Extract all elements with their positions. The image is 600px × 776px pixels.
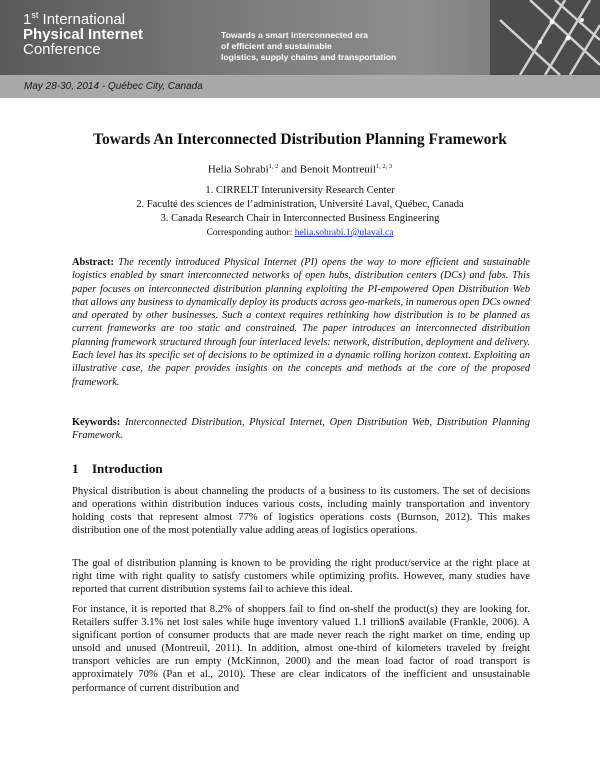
affiliation-1: 1. CIRRELT Interuniversity Research Center — [205, 185, 395, 196]
author-affil-sup: 1, 2 — [268, 163, 279, 170]
keywords-label: Keywords: — [72, 417, 121, 428]
section-heading — [72, 461, 163, 477]
paper-title: Towards An Interconnected Distribution Planning Framework — [93, 131, 507, 148]
body-paragraph: The goal of distribution planning is known to be providing the right product/service at the right place at right time with right quality to satisfy customers while optimizing profits. However, many studies have reported that current distribution systems fail to achieve this ideal. — [72, 558, 530, 596]
network-pattern-icon — [490, 0, 600, 75]
conf-line3: Conference — [23, 41, 101, 58]
body-paragraph: Physical distribution is about channeling the products of a business to its customers. The set of decisions and operations within distribution induces various costs, including mainly transportation and inventory holding costs that represent almost 77% of logistics operations costs (Burnson, 2012). This makes distribution one of the most potentially value adding areas of logistics operations. — [72, 486, 530, 537]
conference-name — [23, 12, 143, 57]
conf-sup: st — [31, 10, 39, 20]
author-line — [0, 163, 600, 176]
tagline-line: logistics, supply chains and transportation — [221, 52, 397, 62]
abstract — [72, 256, 530, 389]
author-affil-sup: 1, 2, 3 — [375, 163, 393, 170]
keywords — [72, 416, 530, 443]
conference-date: May 28-30, 2014 - Québec City, Canada — [24, 81, 203, 92]
tagline-line: of efficient and sustainable — [221, 41, 332, 51]
conference-tagline — [221, 30, 396, 63]
author-name: Benoit Montreuil — [299, 163, 376, 176]
corr-label: Corresponding author: — [206, 228, 295, 238]
conf-line1-num: 1 — [23, 11, 32, 28]
corresponding-author — [0, 228, 600, 238]
abstract-text: The recently introduced Physical Internet (PI) opens the way to more efficient and sustainable logistics enabled by smart interconnected networks of open hubs, distribution centers (DCs) and fabs. This paper focuses on interconnected distribution planning exploiting the PI-empowered Open Distribution Web that allows any business to dynamically deploy its products across geo-markets, in numerous open DCs owned and operated by other businesses. Such a context requires rethinking how distribution is to be planned as current frameworks are too static and constrained. The paper introduces an interconnected distribution planning framework structured through four interlaced levels: network, distribution, deployment and delivery. Each level has its specific set of decisions to be optimized in a dynamic rolling horizon context. Exploiting an illustrative case, the paper provides insights on the concepts and methods at the core of the proposed framework. — [72, 257, 530, 388]
affiliation-2: 2. Faculté des sciences de l’administration, Université Laval, Québec, Canada — [136, 199, 464, 210]
email-link[interactable]: helia.sohrabi.1@ulaval.ca — [294, 228, 394, 238]
author-and: and — [278, 163, 300, 176]
conf-line1-rest: International — [38, 11, 126, 28]
keywords-text: Interconnected Distribution, Physical Internet, Open Distribution Web, Distribution Planning Framework. — [72, 417, 530, 442]
tagline-line: Towards a smart interconnected era — [221, 30, 368, 40]
author-name: Helia Sohrabi — [207, 163, 269, 176]
body-paragraph: For instance, it is reported that 8.2% of shoppers fail to find on-shelf the product(s) they are looking for. Retailers suffer 3.1% net lost sales while huge inventory valued 1.1 trillion$ available (Frankle, 2006). A significant portion of consumer products that are made never reach the right market on time, ending up unsold and unused (Montreuil, 2011). In addition, almost one-third of kilometers traveled by freight transport vehicles are run empty (McKinnon, 2000) and the mean load factor of road transport is approximately 70% (Pan et al., 2010). These are clear indicators of the inefficient and unsustainable performance of current distribution and — [72, 604, 530, 694]
section-title: Introduction — [92, 461, 163, 476]
affiliation-3: 3. Canada Research Chair in Interconnected Business Engineering — [160, 213, 440, 224]
abstract-label: Abstract: — [72, 257, 114, 268]
conf-line2: Physical Internet — [23, 26, 144, 43]
section-number: 1 — [72, 461, 79, 476]
